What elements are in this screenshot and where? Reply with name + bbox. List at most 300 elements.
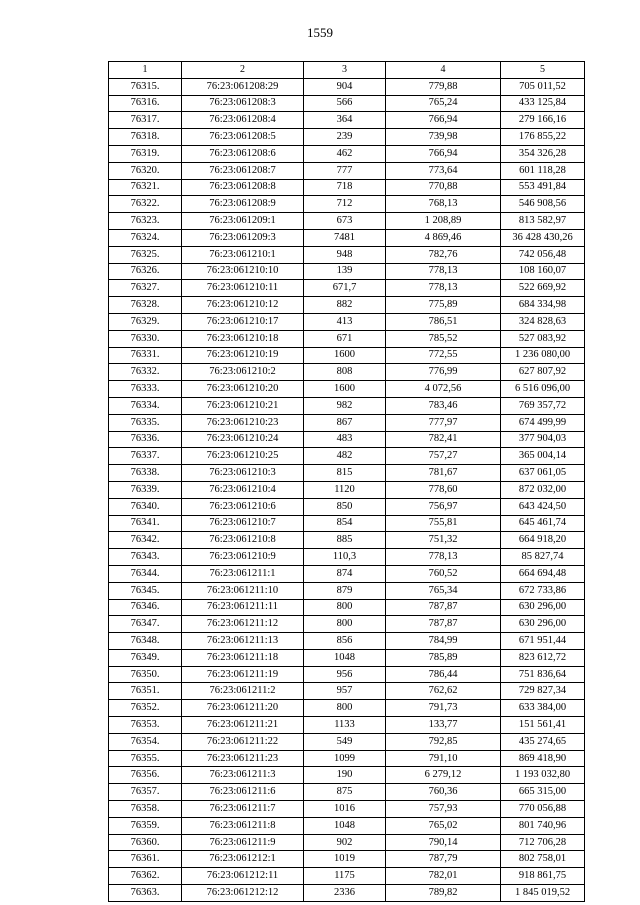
area-cell: 139 [304, 263, 386, 280]
row-number-cell: 76316. [109, 95, 182, 112]
unit-value-cell: 787,79 [386, 851, 501, 868]
row-number-cell: 76345. [109, 582, 182, 599]
area-cell: 800 [304, 599, 386, 616]
table-row [109, 213, 585, 230]
total-value-cell: 324 828,63 [501, 313, 585, 330]
table-row [109, 565, 585, 582]
unit-value-cell: 786,51 [386, 313, 501, 330]
row-number-cell: 76337. [109, 448, 182, 465]
row-number-cell: 76329. [109, 313, 182, 330]
total-value-cell: 751 836,64 [501, 666, 585, 683]
table-row [109, 515, 585, 532]
area-cell: 850 [304, 498, 386, 515]
area-cell: 1016 [304, 801, 386, 818]
table-row [109, 532, 585, 549]
row-number-cell: 76331. [109, 347, 182, 364]
column-header-4: 4 [386, 62, 501, 79]
area-cell: 239 [304, 129, 386, 146]
table-row [109, 498, 585, 515]
total-value-cell: 85 827,74 [501, 549, 585, 566]
cadastral-number-cell: 76:23:061209:1 [182, 213, 304, 230]
area-cell: 482 [304, 448, 386, 465]
area-cell: 1175 [304, 868, 386, 885]
cadastral-number-cell: 76:23:061210:10 [182, 263, 304, 280]
area-cell: 879 [304, 582, 386, 599]
row-number-cell: 76349. [109, 649, 182, 666]
unit-value-cell: 782,41 [386, 431, 501, 448]
table-row [109, 868, 585, 885]
cadastral-number-cell: 76:23:061211:9 [182, 834, 304, 851]
table-row [109, 246, 585, 263]
row-number-cell: 76352. [109, 700, 182, 717]
table-row [109, 112, 585, 129]
area-cell: 1099 [304, 750, 386, 767]
cadastral-number-cell: 76:23:061211:23 [182, 750, 304, 767]
unit-value-cell: 791,73 [386, 700, 501, 717]
total-value-cell: 823 612,72 [501, 649, 585, 666]
unit-value-cell: 789,82 [386, 885, 501, 902]
row-number-cell: 76342. [109, 532, 182, 549]
unit-value-cell: 791,10 [386, 750, 501, 767]
unit-value-cell: 1 208,89 [386, 213, 501, 230]
total-value-cell: 151 561,41 [501, 717, 585, 734]
table-row [109, 129, 585, 146]
cadastral-number-cell: 76:23:061210:7 [182, 515, 304, 532]
total-value-cell: 769 357,72 [501, 397, 585, 414]
row-number-cell: 76323. [109, 213, 182, 230]
area-cell: 7481 [304, 229, 386, 246]
cadastral-number-cell: 76:23:061210:24 [182, 431, 304, 448]
total-value-cell: 633 384,00 [501, 700, 585, 717]
table-row [109, 162, 585, 179]
row-number-cell: 76341. [109, 515, 182, 532]
row-number-cell: 76326. [109, 263, 182, 280]
unit-value-cell: 755,81 [386, 515, 501, 532]
table-row [109, 750, 585, 767]
page-number: 1559 [307, 25, 333, 40]
row-number-cell: 76335. [109, 414, 182, 431]
area-cell: 808 [304, 364, 386, 381]
row-number-cell: 76338. [109, 465, 182, 482]
area-cell: 956 [304, 666, 386, 683]
unit-value-cell: 775,89 [386, 297, 501, 314]
row-number-cell: 76317. [109, 112, 182, 129]
total-value-cell: 527 083,92 [501, 330, 585, 347]
row-number-cell: 76319. [109, 145, 182, 162]
unit-value-cell: 783,46 [386, 397, 501, 414]
area-cell: 800 [304, 700, 386, 717]
unit-value-cell: 781,67 [386, 465, 501, 482]
cadastral-number-cell: 76:23:061209:3 [182, 229, 304, 246]
cadastral-number-cell: 76:23:061211:6 [182, 784, 304, 801]
table-row [109, 229, 585, 246]
row-number-cell: 76350. [109, 666, 182, 683]
unit-value-cell: 782,76 [386, 246, 501, 263]
cadastral-number-cell: 76:23:061210:20 [182, 381, 304, 398]
total-value-cell: 377 904,03 [501, 431, 585, 448]
row-number-cell: 76353. [109, 717, 182, 734]
area-cell: 549 [304, 733, 386, 750]
area-cell: 948 [304, 246, 386, 263]
cadastral-number-cell: 76:23:061210:23 [182, 414, 304, 431]
table-row [109, 196, 585, 213]
total-value-cell: 643 424,50 [501, 498, 585, 515]
cadastral-number-cell: 76:23:061211:10 [182, 582, 304, 599]
area-cell: 1048 [304, 649, 386, 666]
cadastral-number-cell: 76:23:061208:3 [182, 95, 304, 112]
area-cell: 1019 [304, 851, 386, 868]
row-number-cell: 76315. [109, 78, 182, 95]
table-row [109, 381, 585, 398]
table-row [109, 431, 585, 448]
area-cell: 1120 [304, 481, 386, 498]
row-number-cell: 76336. [109, 431, 182, 448]
total-value-cell: 802 758,01 [501, 851, 585, 868]
area-cell: 673 [304, 213, 386, 230]
total-value-cell: 664 918,20 [501, 532, 585, 549]
unit-value-cell: 756,97 [386, 498, 501, 515]
table-row [109, 364, 585, 381]
table-row [109, 666, 585, 683]
unit-value-cell: 765,02 [386, 817, 501, 834]
table-row [109, 481, 585, 498]
unit-value-cell: 739,98 [386, 129, 501, 146]
table-row [109, 616, 585, 633]
table-row [109, 465, 585, 482]
column-header-2: 2 [182, 62, 304, 79]
total-value-cell: 279 166,16 [501, 112, 585, 129]
table-row [109, 263, 585, 280]
unit-value-cell: 751,32 [386, 532, 501, 549]
unit-value-cell: 787,87 [386, 616, 501, 633]
cadastral-number-cell: 76:23:061211:1 [182, 565, 304, 582]
unit-value-cell: 784,99 [386, 633, 501, 650]
unit-value-cell: 762,62 [386, 683, 501, 700]
table-body [109, 78, 585, 901]
total-value-cell: 813 582,97 [501, 213, 585, 230]
cadastral-number-cell: 76:23:061211:13 [182, 633, 304, 650]
area-cell: 413 [304, 313, 386, 330]
table-row [109, 599, 585, 616]
cadastral-number-cell: 76:23:061210:12 [182, 297, 304, 314]
table-row [109, 733, 585, 750]
table-row [109, 801, 585, 818]
row-number-cell: 76327. [109, 280, 182, 297]
area-cell: 483 [304, 431, 386, 448]
unit-value-cell: 786,44 [386, 666, 501, 683]
unit-value-cell: 133,77 [386, 717, 501, 734]
cadastral-number-cell: 76:23:061211:19 [182, 666, 304, 683]
unit-value-cell: 4 072,56 [386, 381, 501, 398]
unit-value-cell: 778,13 [386, 263, 501, 280]
total-value-cell: 433 125,84 [501, 95, 585, 112]
cadastral-table [108, 61, 585, 902]
table-row [109, 549, 585, 566]
cadastral-number-cell: 76:23:061211:8 [182, 817, 304, 834]
area-cell: 854 [304, 515, 386, 532]
total-value-cell: 546 908,56 [501, 196, 585, 213]
area-cell: 671,7 [304, 280, 386, 297]
total-value-cell: 630 296,00 [501, 616, 585, 633]
area-cell: 904 [304, 78, 386, 95]
table-row [109, 683, 585, 700]
table-row [109, 280, 585, 297]
table-row [109, 347, 585, 364]
area-cell: 957 [304, 683, 386, 700]
row-number-cell: 76362. [109, 868, 182, 885]
table-row [109, 297, 585, 314]
row-number-cell: 76355. [109, 750, 182, 767]
cadastral-number-cell: 76:23:061211:18 [182, 649, 304, 666]
cadastral-number-cell: 76:23:061212:1 [182, 851, 304, 868]
table-row [109, 78, 585, 95]
area-cell: 875 [304, 784, 386, 801]
cadastral-number-cell: 76:23:061208:8 [182, 179, 304, 196]
cadastral-number-cell: 76:23:061210:18 [182, 330, 304, 347]
table-row [109, 885, 585, 902]
cadastral-number-cell: 76:23:061210:8 [182, 532, 304, 549]
area-cell: 777 [304, 162, 386, 179]
total-value-cell: 729 827,34 [501, 683, 585, 700]
area-cell: 110,3 [304, 549, 386, 566]
row-number-cell: 76348. [109, 633, 182, 650]
unit-value-cell: 790,14 [386, 834, 501, 851]
cadastral-number-cell: 76:23:061208:6 [182, 145, 304, 162]
row-number-cell: 76340. [109, 498, 182, 515]
total-value-cell: 553 491,84 [501, 179, 585, 196]
row-number-cell: 76339. [109, 481, 182, 498]
unit-value-cell: 778,60 [386, 481, 501, 498]
area-cell: 566 [304, 95, 386, 112]
total-value-cell: 522 669,92 [501, 280, 585, 297]
total-value-cell: 637 061,05 [501, 465, 585, 482]
area-cell: 712 [304, 196, 386, 213]
cadastral-number-cell: 76:23:061210:25 [182, 448, 304, 465]
table-row [109, 649, 585, 666]
total-value-cell: 671 951,44 [501, 633, 585, 650]
row-number-cell: 76356. [109, 767, 182, 784]
cadastral-number-cell: 76:23:061212:12 [182, 885, 304, 902]
cadastral-number-cell: 76:23:061210:6 [182, 498, 304, 515]
column-header-1: 1 [109, 62, 182, 79]
column-header-3: 3 [304, 62, 386, 79]
total-value-cell: 801 740,96 [501, 817, 585, 834]
unit-value-cell: 785,89 [386, 649, 501, 666]
row-number-cell: 76354. [109, 733, 182, 750]
total-value-cell: 872 032,00 [501, 481, 585, 498]
area-cell: 190 [304, 767, 386, 784]
cadastral-number-cell: 76:23:061208:29 [182, 78, 304, 95]
unit-value-cell: 777,97 [386, 414, 501, 431]
row-number-cell: 76360. [109, 834, 182, 851]
total-value-cell: 36 428 430,26 [501, 229, 585, 246]
table-header-row [109, 62, 585, 79]
area-cell: 1600 [304, 381, 386, 398]
unit-value-cell: 782,01 [386, 868, 501, 885]
total-value-cell: 627 807,92 [501, 364, 585, 381]
total-value-cell: 1 193 032,80 [501, 767, 585, 784]
unit-value-cell: 757,27 [386, 448, 501, 465]
table-row [109, 582, 585, 599]
unit-value-cell: 785,52 [386, 330, 501, 347]
area-cell: 882 [304, 297, 386, 314]
cadastral-number-cell: 76:23:061211:11 [182, 599, 304, 616]
total-value-cell: 1 845 019,52 [501, 885, 585, 902]
row-number-cell: 76358. [109, 801, 182, 818]
table-row [109, 633, 585, 650]
cadastral-number-cell: 76:23:061210:11 [182, 280, 304, 297]
total-value-cell: 665 315,00 [501, 784, 585, 801]
unit-value-cell: 760,36 [386, 784, 501, 801]
cadastral-number-cell: 76:23:061211:22 [182, 733, 304, 750]
cadastral-number-cell: 76:23:061208:5 [182, 129, 304, 146]
unit-value-cell: 772,55 [386, 347, 501, 364]
unit-value-cell: 776,99 [386, 364, 501, 381]
total-value-cell: 1 236 080,00 [501, 347, 585, 364]
unit-value-cell: 757,93 [386, 801, 501, 818]
total-value-cell: 712 706,28 [501, 834, 585, 851]
total-value-cell: 176 855,22 [501, 129, 585, 146]
cadastral-number-cell: 76:23:061211:21 [182, 717, 304, 734]
total-value-cell: 645 461,74 [501, 515, 585, 532]
unit-value-cell: 770,88 [386, 179, 501, 196]
table-row [109, 414, 585, 431]
unit-value-cell: 792,85 [386, 733, 501, 750]
total-value-cell: 918 861,75 [501, 868, 585, 885]
row-number-cell: 76328. [109, 297, 182, 314]
area-cell: 856 [304, 633, 386, 650]
table-row [109, 851, 585, 868]
row-number-cell: 76351. [109, 683, 182, 700]
table-row [109, 817, 585, 834]
unit-value-cell: 773,64 [386, 162, 501, 179]
total-value-cell: 365 004,14 [501, 448, 585, 465]
table-row [109, 330, 585, 347]
table-row [109, 145, 585, 162]
row-number-cell: 76320. [109, 162, 182, 179]
table-row [109, 784, 585, 801]
unit-value-cell: 766,94 [386, 112, 501, 129]
cadastral-number-cell: 76:23:061210:3 [182, 465, 304, 482]
cadastral-number-cell: 76:23:061210:1 [182, 246, 304, 263]
cadastral-number-cell: 76:23:061210:4 [182, 481, 304, 498]
cadastral-number-cell: 76:23:061210:21 [182, 397, 304, 414]
area-cell: 867 [304, 414, 386, 431]
unit-value-cell: 778,13 [386, 280, 501, 297]
table-row [109, 179, 585, 196]
row-number-cell: 76318. [109, 129, 182, 146]
unit-value-cell: 779,88 [386, 78, 501, 95]
total-value-cell: 664 694,48 [501, 565, 585, 582]
table-row [109, 700, 585, 717]
row-number-cell: 76347. [109, 616, 182, 633]
total-value-cell: 354 326,28 [501, 145, 585, 162]
area-cell: 982 [304, 397, 386, 414]
total-value-cell: 869 418,90 [501, 750, 585, 767]
row-number-cell: 76363. [109, 885, 182, 902]
table-row [109, 834, 585, 851]
row-number-cell: 76321. [109, 179, 182, 196]
total-value-cell: 6 516 096,00 [501, 381, 585, 398]
cadastral-number-cell: 76:23:061211:7 [182, 801, 304, 818]
area-cell: 874 [304, 565, 386, 582]
table-row [109, 397, 585, 414]
table-row [109, 717, 585, 734]
cadastral-number-cell: 76:23:061210:2 [182, 364, 304, 381]
row-number-cell: 76346. [109, 599, 182, 616]
table-row [109, 448, 585, 465]
cadastral-number-cell: 76:23:061212:11 [182, 868, 304, 885]
table-row [109, 95, 585, 112]
area-cell: 902 [304, 834, 386, 851]
row-number-cell: 76361. [109, 851, 182, 868]
unit-value-cell: 787,87 [386, 599, 501, 616]
row-number-cell: 76344. [109, 565, 182, 582]
row-number-cell: 76322. [109, 196, 182, 213]
cadastral-number-cell: 76:23:061211:3 [182, 767, 304, 784]
column-header-5: 5 [501, 62, 585, 79]
row-number-cell: 76333. [109, 381, 182, 398]
unit-value-cell: 765,24 [386, 95, 501, 112]
table-row [109, 313, 585, 330]
cadastral-number-cell: 76:23:061208:9 [182, 196, 304, 213]
total-value-cell: 601 118,28 [501, 162, 585, 179]
area-cell: 2336 [304, 885, 386, 902]
area-cell: 462 [304, 145, 386, 162]
row-number-cell: 76325. [109, 246, 182, 263]
total-value-cell: 684 334,98 [501, 297, 585, 314]
area-cell: 718 [304, 179, 386, 196]
area-cell: 885 [304, 532, 386, 549]
area-cell: 364 [304, 112, 386, 129]
total-value-cell: 770 056,88 [501, 801, 585, 818]
unit-value-cell: 778,13 [386, 549, 501, 566]
cadastral-number-cell: 76:23:061208:7 [182, 162, 304, 179]
total-value-cell: 742 056,48 [501, 246, 585, 263]
row-number-cell: 76332. [109, 364, 182, 381]
unit-value-cell: 760,52 [386, 565, 501, 582]
cadastral-number-cell: 76:23:061211:20 [182, 700, 304, 717]
unit-value-cell: 768,13 [386, 196, 501, 213]
unit-value-cell: 765,34 [386, 582, 501, 599]
cadastral-number-cell: 76:23:061210:9 [182, 549, 304, 566]
cadastral-number-cell: 76:23:061211:2 [182, 683, 304, 700]
total-value-cell: 674 499,99 [501, 414, 585, 431]
row-number-cell: 76334. [109, 397, 182, 414]
cadastral-number-cell: 76:23:061211:12 [182, 616, 304, 633]
area-cell: 1048 [304, 817, 386, 834]
area-cell: 800 [304, 616, 386, 633]
row-number-cell: 76343. [109, 549, 182, 566]
row-number-cell: 76330. [109, 330, 182, 347]
total-value-cell: 672 733,86 [501, 582, 585, 599]
area-cell: 671 [304, 330, 386, 347]
area-cell: 1600 [304, 347, 386, 364]
total-value-cell: 630 296,00 [501, 599, 585, 616]
unit-value-cell: 4 869,46 [386, 229, 501, 246]
total-value-cell: 108 160,07 [501, 263, 585, 280]
total-value-cell: 705 011,52 [501, 78, 585, 95]
area-cell: 815 [304, 465, 386, 482]
table-row [109, 767, 585, 784]
cadastral-number-cell: 76:23:061208:4 [182, 112, 304, 129]
unit-value-cell: 766,94 [386, 145, 501, 162]
row-number-cell: 76357. [109, 784, 182, 801]
area-cell: 1133 [304, 717, 386, 734]
total-value-cell: 435 274,65 [501, 733, 585, 750]
cadastral-number-cell: 76:23:061210:17 [182, 313, 304, 330]
row-number-cell: 76324. [109, 229, 182, 246]
